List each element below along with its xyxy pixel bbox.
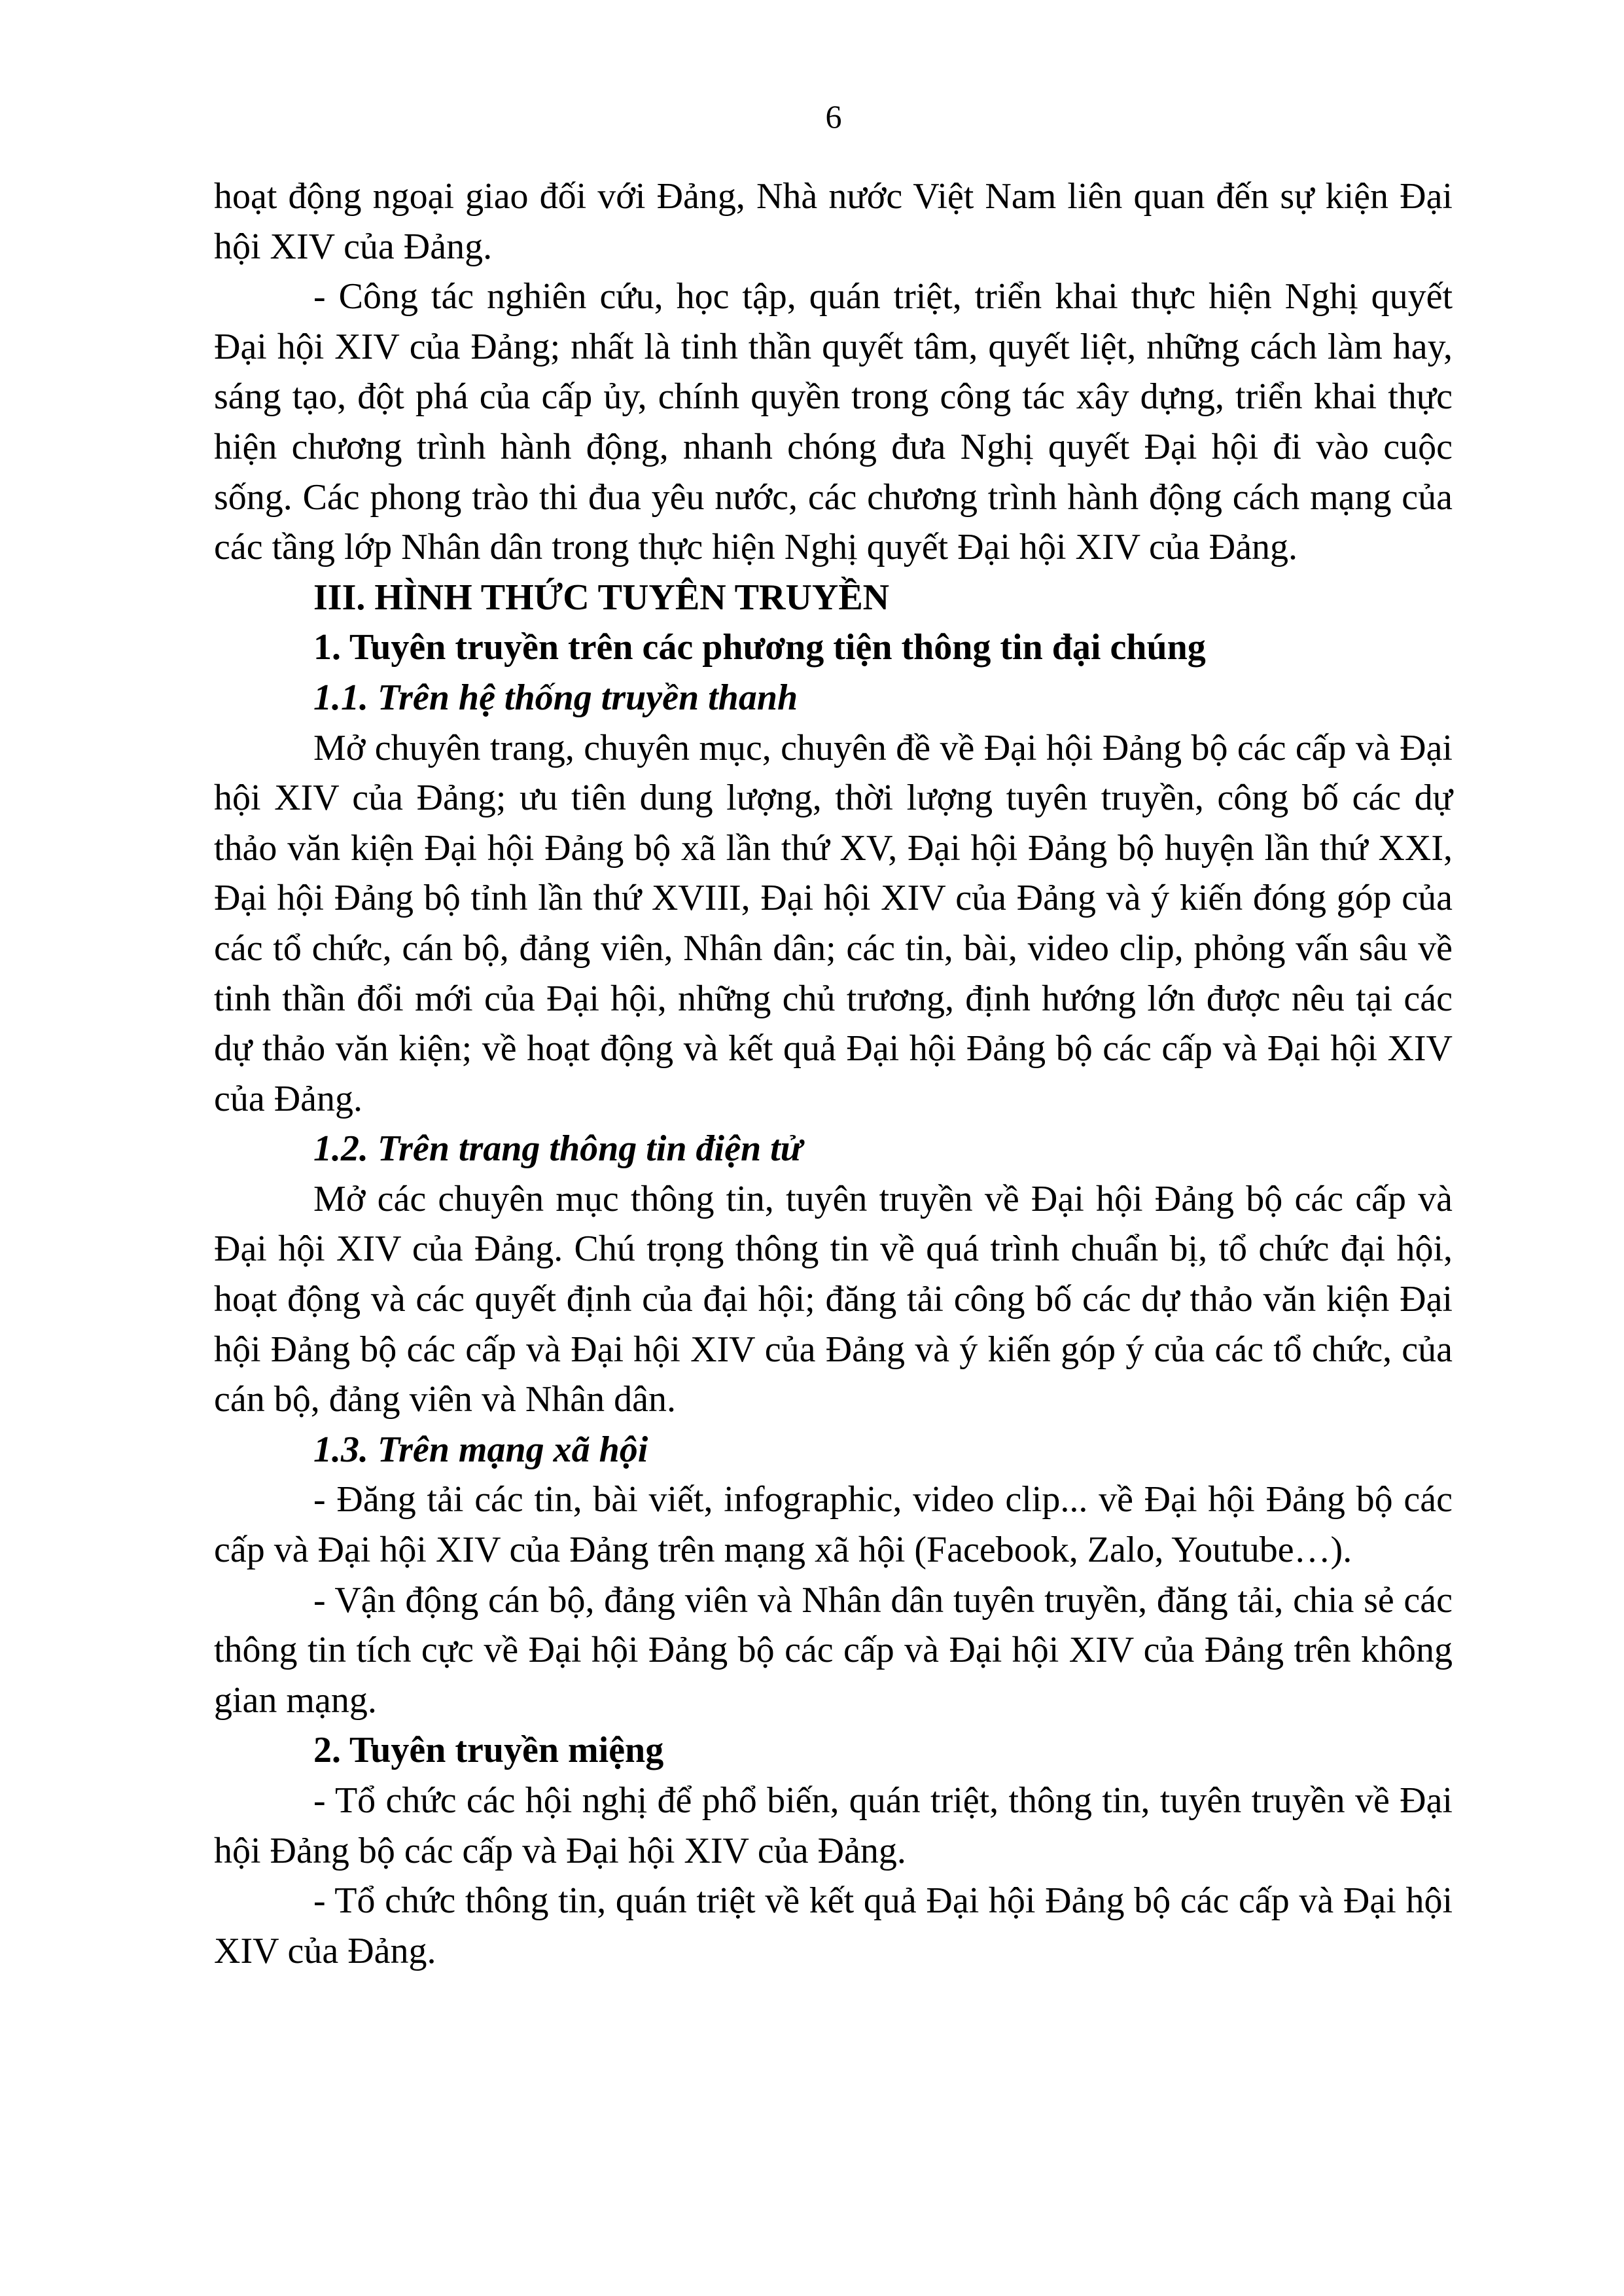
section-heading-iii: III. HÌNH THỨC TUYÊN TRUYỀN: [313, 577, 890, 618]
subsection-heading-1-1: 1.1. Trên hệ thống truyền thanh: [313, 677, 798, 718]
paragraph-social-media-mobilizing: - Vận động cán bộ, đảng viên và Nhân dân tuyên truyền, đăng tải, chia sẻ các thông tin tích cực về Đại hội Đảng bộ các cấp và Đại hội XIV của Đảng trên không gian mạng.: [214, 1579, 1453, 1721]
paragraph-radio-system: Mở chuyên trang, chuyên mục, chuyên đề về Đại hội Đảng bộ các cấp và Đại hội XIV của Đảng; ưu tiên dung lượng, thời lượng tuyên truyền, công bố các dự thảo văn kiện Đại hội Đảng bộ xã lần thứ XV, Đại hội Đảng bộ huyện lần thứ XXI, Đại hội Đảng bộ tỉnh lần thứ XVIII, Đại hội XIV của Đảng và ý kiến đóng góp của các tổ chức, cán bộ, đảng viên, Nhân dân; các tin, bài, video clip, phỏng vấn sâu về tinh thần đổi mới của Đại hội, những chủ trương, định hướng lớn được nêu tại các dự thảo văn kiện; về hoạt động và kết quả Đại hội Đảng bộ các cấp và Đại hội XIV của Đảng.: [214, 727, 1453, 1119]
paragraph-e-portal: Mở các chuyên mục thông tin, tuyên truyền về Đại hội Đảng bộ các cấp và Đại hội XIV của Đảng. Chú trọng thông tin về quá trình chuẩn bị, tổ chức đại hội, hoạt động và các quyết định của đại hội; đăng tải công bố các dự thảo văn kiện Đại hội Đảng bộ các cấp và Đại hội XIV của Đảng và ý kiến góp ý của các tổ chức, của cán bộ, đảng viên và Nhân dân.: [214, 1178, 1453, 1420]
subsection-heading-1-2: 1.2. Trên trang thông tin điện tử: [313, 1128, 803, 1170]
section-heading-1: 1. Tuyên truyền trên các phương tiện thông tin đại chúng: [313, 627, 1206, 668]
document-body: [214, 171, 1453, 1976]
paragraph-intro-continuation: hoạt động ngoại giao đối với Đảng, Nhà nước Việt Nam liên quan đến sự kiện Đại hội XIV của Đảng.: [214, 176, 1453, 267]
paragraph-conferences: - Tổ chức các hội nghị để phổ biến, quán triệt, thông tin, tuyên truyền về Đại hội Đảng bộ các cấp và Đại hội XIV của Đảng.: [214, 1780, 1453, 1871]
subsection-heading-1-3: 1.3. Trên mạng xã hội: [313, 1429, 648, 1470]
paragraph-research-study: - Công tác nghiên cứu, học tập, quán triệt, triển khai thực hiện Nghị quyết Đại hội XIV của Đảng; nhất là tinh thần quyết tâm, quyết liệt, những cách làm hay, sáng tạo, đột phá của cấp ủy, chính quyền trong công tác xây dựng, triển khai thực hiện chương trình hành động, nhanh chóng đưa Nghị quyết Đại hội đi vào cuộc sống. Các phong trào thi đua yêu nước, các chương trình hành động cách mạng của các tầng lớp Nhân dân trong thực hiện Nghị quyết Đại hội XIV của Đảng.: [214, 276, 1453, 568]
paragraph-results-briefing: - Tổ chức thông tin, quán triệt về kết quả Đại hội Đảng bộ các cấp và Đại hội XIV của Đảng.: [214, 1880, 1453, 1971]
paragraph-social-media-posting: - Đăng tải các tin, bài viết, infographic, video clip... về Đại hội Đảng bộ các cấp và Đại hội XIV của Đảng trên mạng xã hội (Facebook, Zalo, Youtube…).: [214, 1479, 1453, 1571]
section-heading-2: 2. Tuyên truyền miệng: [313, 1730, 664, 1771]
page-number: 6: [825, 98, 842, 135]
